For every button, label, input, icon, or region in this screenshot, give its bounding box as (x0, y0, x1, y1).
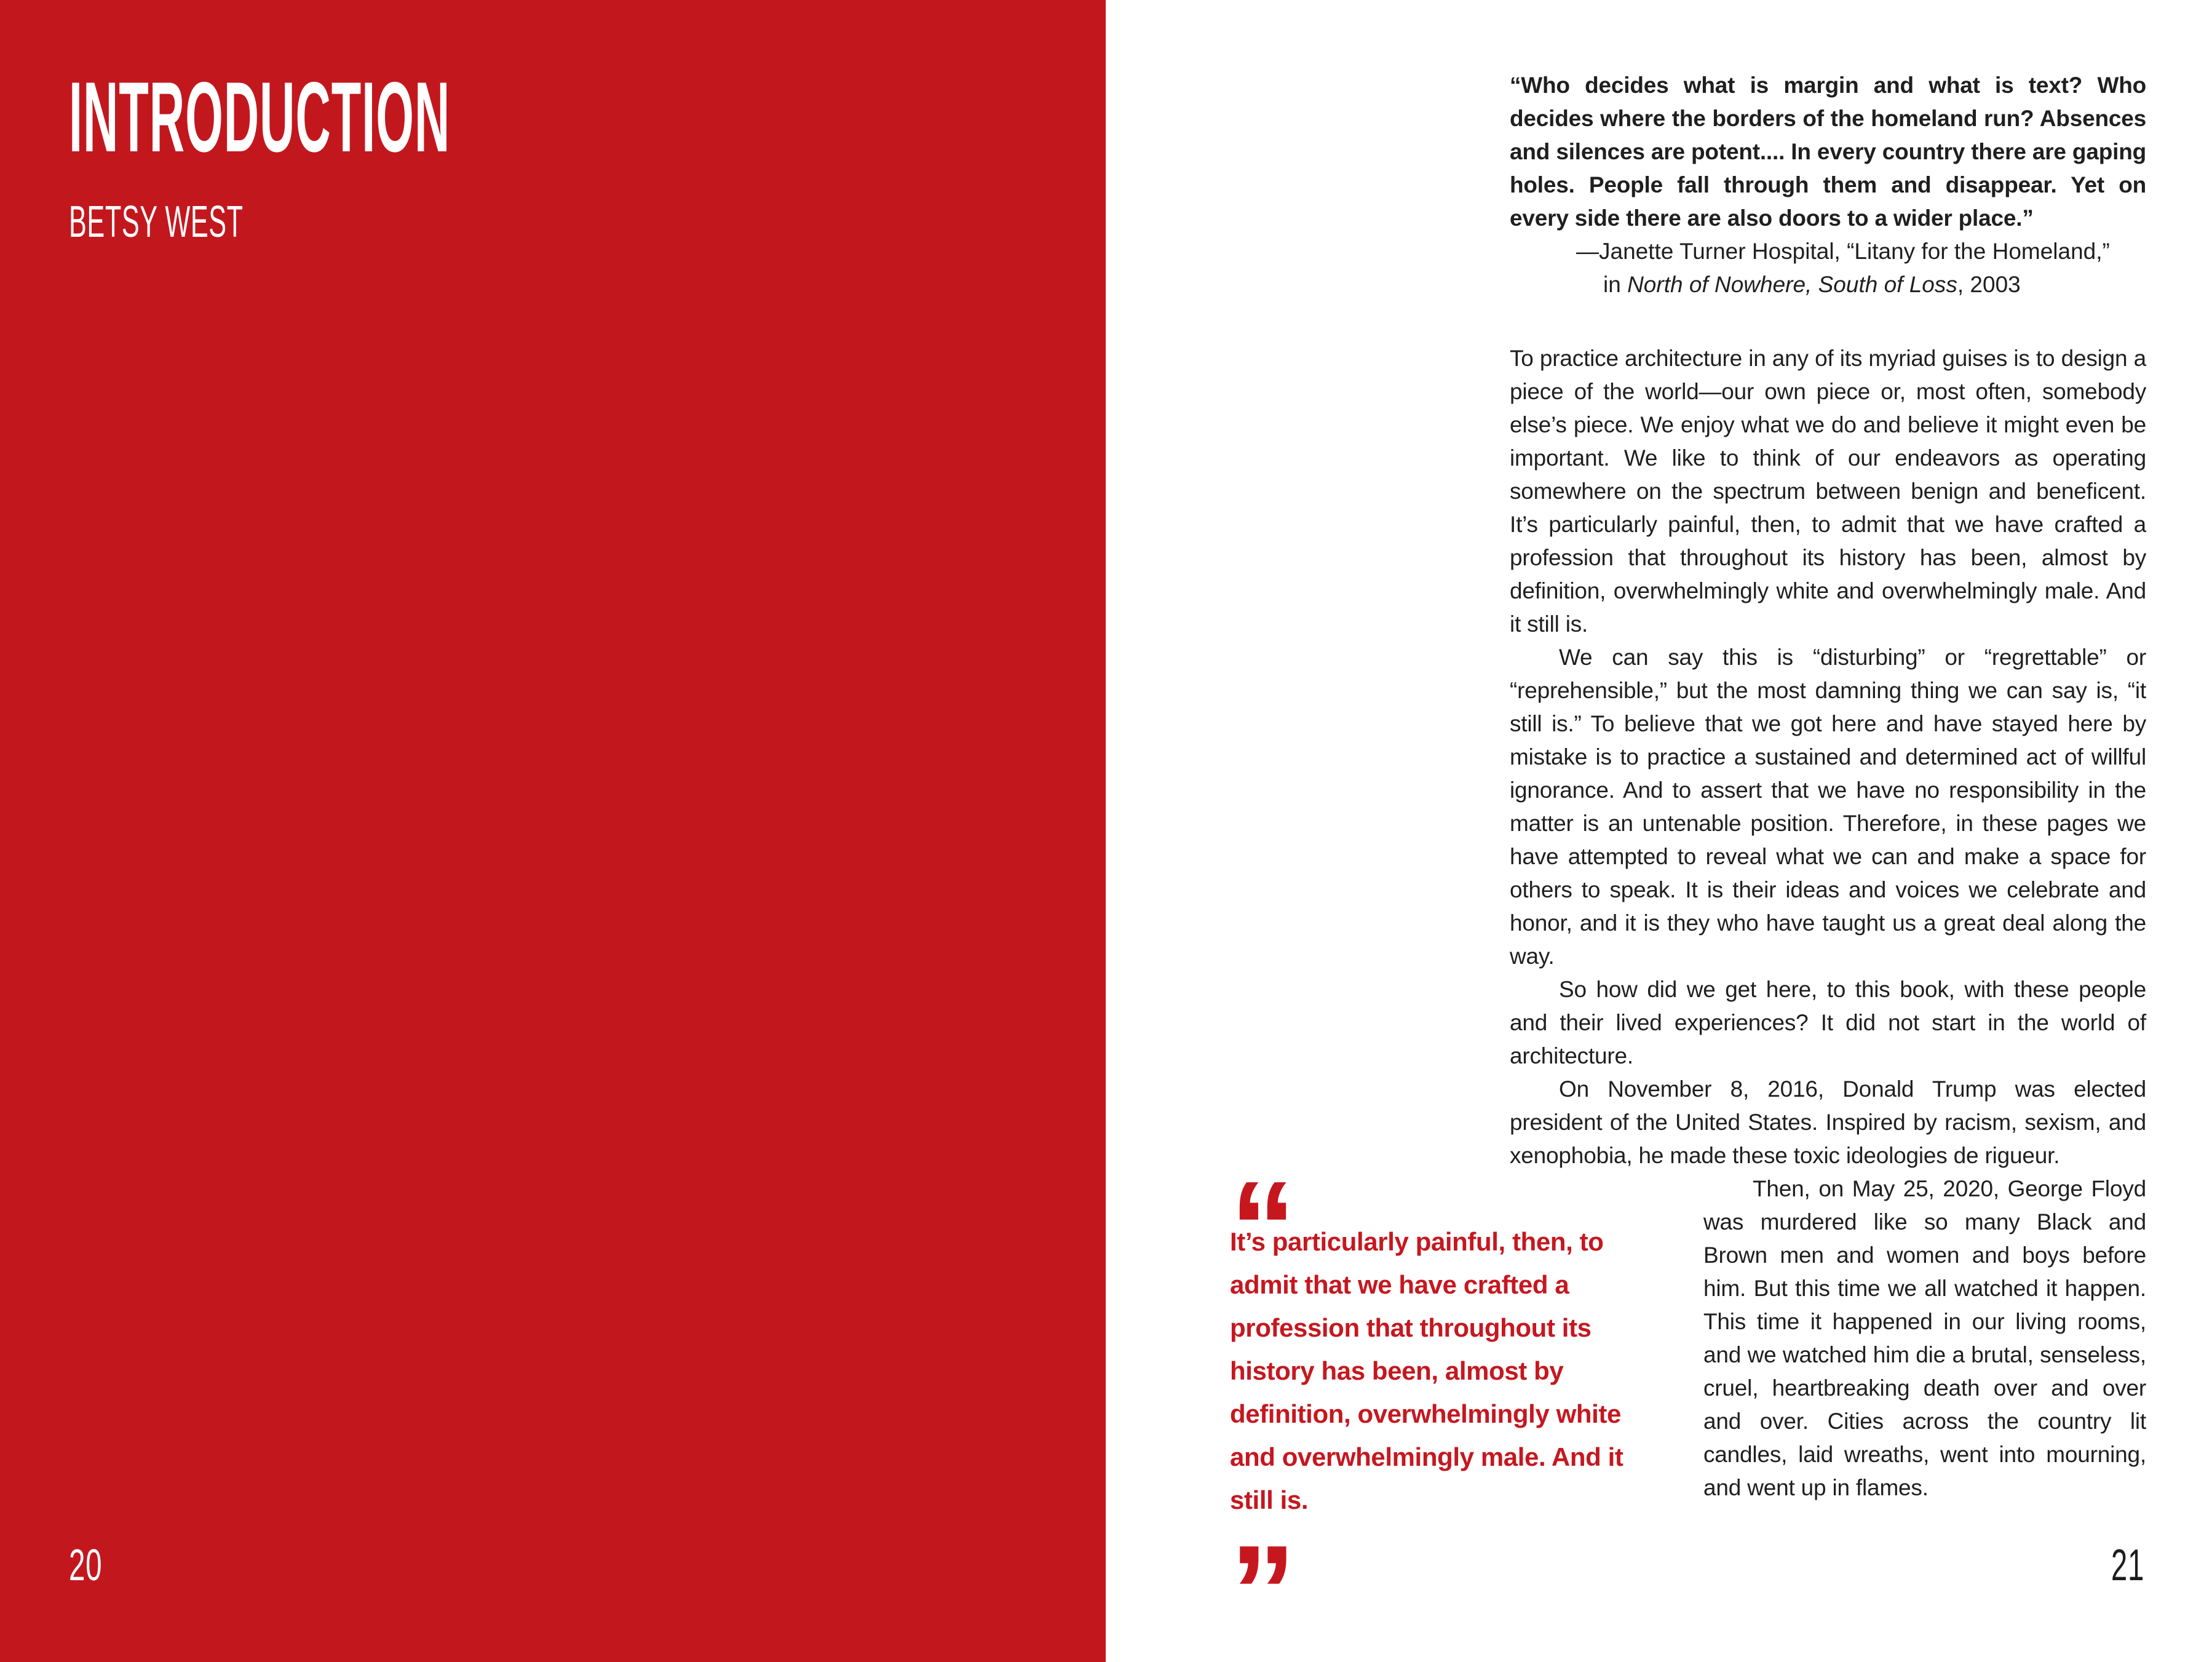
pull-quote-text: It’s particularly painful, then, to admit that we have crafted a profession that throughout its history has been, almost by definition, overwhelmingly white and overwhelmingly male. And it still is. (1230, 1227, 1623, 1514)
pull-quote (1230, 1153, 1660, 1662)
body-paragraph: On November 8, 2016, Donald Trump was elected president of the United States. Inspired by racism, sexism, and xenophobia, he made these toxic ideologies de rigueur. (1510, 1076, 2146, 1168)
epigraph-quote: “Who decides what is margin and what is text? Who decides where the borders of the homeland run? Absences and silences are potent.... In every country there are gaping holes. People fall through them and disappear. Yet on every side there are also doors to a wider place.” (1510, 73, 2146, 231)
page-number-right (2094, 1541, 2144, 1590)
epigraph-source-prefix: in (1603, 272, 1628, 297)
epigraph-book-title: North of Nowhere, South of Loss (1627, 272, 1957, 297)
chapter-author-text: BETSY WEST (69, 197, 244, 247)
body-paragraph: To practice architecture in any of its myriad guises is to design a piece of the world—our own piece or, most often, somebody else’s piece. We enjoy what we do and believe it might even be important. We like to think of our endeavors as operating somewhere on the spectrum between benign and beneficent. It’s particularly painful, then, to admit that we have crafted a profession that throughout its history has been, almost by definition, overwhelmingly white and overwhelmingly male. And it still is. (1510, 346, 2146, 637)
wrapped-paragraph: Then, on May 25, 2020, George Floyd was murdered like so many Black and Brown men and women and boys before him. But this time we all watched it happen. This time it happened in our living rooms, and we watched him die a brutal, senseless, cruel, heartbreaking death over and over and over. Cities across the country lit candles, laid wreaths, went into mourning, and went up in flames. (1703, 1176, 2146, 1500)
page-number-right-text: 21 (2111, 1541, 2144, 1590)
epigraph-source (1510, 268, 2146, 301)
epigraph (1510, 69, 2146, 301)
chapter-title-text: INTRODUCTION (69, 62, 451, 173)
body-text (1230, 342, 2146, 1662)
chapter-title (69, 63, 847, 172)
chapter-author (69, 198, 360, 247)
epigraph-attribution: —Janette Turner Hospital, “Litany for the Homeland,” (1576, 239, 2110, 264)
body-paragraph: So how did we get here, to this book, with these people and their lived experiences? It did not start in the world of architecture. (1510, 977, 2146, 1068)
right-page (1106, 0, 2212, 1662)
page-number-left (69, 1541, 119, 1590)
page-number-left-text: 20 (69, 1541, 103, 1590)
body-paragraph: We can say this is “disturbing” or “regrettable” or “reprehensible,” but the most damning thing we can say is, “it still is.” To believe that we got here and have stayed here by mistake is to practice a sustained and determined act of willful ignorance. And to assert that we have no responsibility in the matter is an untenable position. Therefore, in these pages we have attempted to reveal what we can and make a space for others to speak. It is their ideas and voices we celebrate and honor, and it is they who have taught us a great deal along the way. (1510, 645, 2146, 969)
close-quote-icon: ” (1230, 1517, 1293, 1662)
epigraph-source-suffix: , 2003 (1957, 272, 2021, 297)
open-quote-icon: “ (1230, 1153, 1293, 1302)
